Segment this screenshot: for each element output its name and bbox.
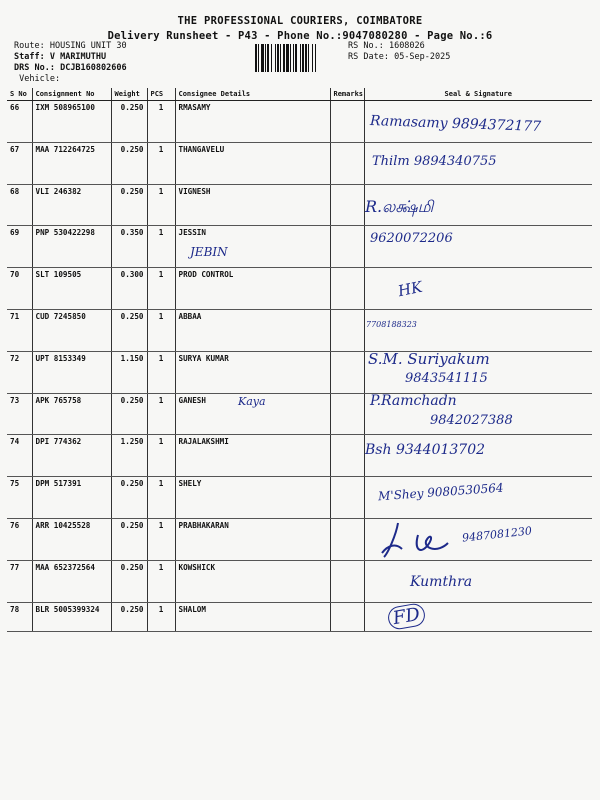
handwritten-signature: Thilm 9894340755 <box>372 154 497 169</box>
handwritten-phone: 9842027388 <box>430 413 513 428</box>
row-weight: 0.250 <box>111 142 147 184</box>
row-consignee: PROD CONTROL <box>175 268 330 310</box>
handwritten-name: JEBIN <box>190 245 228 259</box>
table-row <box>7 268 592 310</box>
row-remarks <box>330 393 364 435</box>
row-weight: 1.250 <box>111 435 147 477</box>
row-remarks <box>330 351 364 393</box>
row-consignee: THANGAVELU <box>175 142 330 184</box>
handwritten-phone: 9487081230 <box>461 524 533 545</box>
handwritten-phone: 9620072206 <box>370 231 453 246</box>
row-remarks <box>330 435 364 477</box>
row-consignment: BLR 5005399324 <box>32 602 111 631</box>
row-pcs: 1 <box>147 393 175 435</box>
row-sno: 71 <box>7 309 32 351</box>
table-row <box>7 351 592 393</box>
staff-label: Staff: <box>14 52 45 62</box>
route-info <box>14 41 127 85</box>
row-sno: 76 <box>7 518 32 560</box>
row-remarks <box>330 560 364 602</box>
row-pcs: 1 <box>147 477 175 519</box>
row-consignee: RAJALAKSHMI <box>175 435 330 477</box>
row-weight: 0.250 <box>111 518 147 560</box>
row-weight: 0.250 <box>111 560 147 602</box>
row-pcs: 1 <box>147 184 175 226</box>
handwritten-signature: Bsh 9344013702 <box>365 442 486 458</box>
row-remarks <box>330 518 364 560</box>
table-row <box>7 184 592 226</box>
handwritten-signature: HK <box>396 277 424 301</box>
row-signature-cell <box>364 560 592 602</box>
handwritten-phone: 7708188323 <box>366 320 417 329</box>
rs-date-label: RS Date: <box>348 52 389 62</box>
row-sno: 74 <box>7 435 32 477</box>
handwritten-note: Kaya <box>238 395 266 408</box>
row-weight: 0.250 <box>111 101 147 143</box>
row-remarks <box>330 268 364 310</box>
row-consignment: VLI 246382 <box>32 184 111 226</box>
row-consignment: MAA 652372564 <box>32 560 111 602</box>
row-consignment: ARR 10425528 <box>32 518 111 560</box>
row-remarks <box>330 477 364 519</box>
staff-value: V MARIMUTHU <box>49 52 107 62</box>
runsheet-table <box>7 88 592 632</box>
row-consignment: DPM 517391 <box>32 477 111 519</box>
row-consignment: CUD 7245850 <box>32 309 111 351</box>
row-consignee: SHALOM <box>175 602 330 631</box>
row-weight: 0.250 <box>111 309 147 351</box>
row-consignee: KOWSHICK <box>175 560 330 602</box>
row-remarks <box>330 309 364 351</box>
rs-date-value: 05-Sep-2025 <box>394 52 451 62</box>
row-sno: 72 <box>7 351 32 393</box>
row-consignment: DPI 774362 <box>32 435 111 477</box>
row-sno: 78 <box>7 602 32 631</box>
row-pcs: 1 <box>147 309 175 351</box>
row-weight: 1.150 <box>111 351 147 393</box>
handwritten-signature: FD <box>386 602 426 631</box>
row-consignment: SLT 109505 <box>32 268 111 310</box>
rs-no-label: RS No.: <box>348 41 384 51</box>
table-row <box>7 226 592 268</box>
barcode <box>255 44 340 72</box>
row-weight: 0.250 <box>111 393 147 435</box>
row-consignee: JESSIN <box>175 226 330 268</box>
row-pcs: 1 <box>147 226 175 268</box>
row-signature-cell <box>364 309 592 351</box>
table-row <box>7 435 592 477</box>
table-header <box>7 88 592 101</box>
col-weight: Weight <box>111 88 147 101</box>
handwritten-signature: M'Shey 9080530564 <box>377 480 504 504</box>
row-consignment: UPT 8153349 <box>32 351 111 393</box>
row-consignee: VIGNESH <box>175 184 330 226</box>
col-remarks: Remarks <box>330 88 364 101</box>
table-row <box>7 602 592 631</box>
row-sno: 70 <box>7 268 32 310</box>
row-pcs: 1 <box>147 268 175 310</box>
row-consignee: SHELY <box>175 477 330 519</box>
route-value: HOUSING UNIT 30 <box>49 41 127 51</box>
handwritten-signature: P.Ramchadn <box>370 393 457 409</box>
row-sno: 75 <box>7 477 32 519</box>
handwritten-signature: Kumthra <box>410 574 473 590</box>
row-weight: 0.350 <box>111 226 147 268</box>
row-remarks <box>330 602 364 631</box>
row-weight: 0.250 <box>111 477 147 519</box>
row-consignment: IXM 508965100 <box>32 101 111 143</box>
row-remarks <box>330 184 364 226</box>
row-pcs: 1 <box>147 518 175 560</box>
drs-value: DCJB160802606 <box>60 63 127 73</box>
row-sno: 69 <box>7 226 32 268</box>
row-sno: 77 <box>7 560 32 602</box>
row-consignee: PRABHAKARAN <box>175 518 330 560</box>
row-pcs: 1 <box>147 560 175 602</box>
table-row <box>7 477 592 519</box>
row-weight: 0.250 <box>111 184 147 226</box>
handwritten-phone: 9843541115 <box>405 371 488 386</box>
row-consignee: SURYA KUMAR <box>175 351 330 393</box>
company-name: THE PROFESSIONAL COURIERS, COIMBATORE <box>177 15 423 27</box>
row-remarks <box>330 226 364 268</box>
handwritten-signature: S.M. Suriyakum <box>368 350 490 368</box>
row-consignment: MAA 712264725 <box>32 142 111 184</box>
col-consignment: Consignment No <box>32 88 111 101</box>
table-row <box>7 560 592 602</box>
row-weight: 0.300 <box>111 268 147 310</box>
row-sno: 73 <box>7 393 32 435</box>
row-pcs: 1 <box>147 101 175 143</box>
row-sno: 67 <box>7 142 32 184</box>
table-row <box>7 142 592 184</box>
col-pcs: PCS <box>147 88 175 101</box>
row-sno: 66 <box>7 101 32 143</box>
drs-label: DRS No.: <box>14 63 55 73</box>
rs-info <box>348 41 450 63</box>
col-sno: S No <box>7 88 32 101</box>
row-sno: 68 <box>7 184 32 226</box>
col-consignee: Consignee Details <box>175 88 330 101</box>
table-row <box>7 309 592 351</box>
row-pcs: 1 <box>147 602 175 631</box>
handwritten-signature: R.லக்ஷ்மி <box>365 197 434 216</box>
row-remarks <box>330 101 364 143</box>
row-consignment: APK 765758 <box>32 393 111 435</box>
row-weight: 0.250 <box>111 602 147 631</box>
row-pcs: 1 <box>147 351 175 393</box>
runsheet-subtitle: Delivery Runsheet - P43 - Phone No.:9047080280 - Page No.:6 <box>107 30 493 42</box>
vehicle-label: Vehicle: <box>19 74 61 84</box>
col-signature: Seal & Signature <box>364 88 592 101</box>
row-remarks <box>330 142 364 184</box>
handwritten-signature-scribble <box>378 515 468 560</box>
handwritten-signature: Ramasamy 9894372177 <box>369 113 542 135</box>
rs-no-value: 1608026 <box>388 41 425 51</box>
row-consignee: GANESH <box>175 393 330 435</box>
row-consignee: ABBAA <box>175 309 330 351</box>
row-pcs: 1 <box>147 142 175 184</box>
route-label: Route: <box>14 41 45 51</box>
row-consignment: PNP 530422298 <box>32 226 111 268</box>
row-pcs: 1 <box>147 435 175 477</box>
row-consignee: RMASAMY <box>175 101 330 143</box>
